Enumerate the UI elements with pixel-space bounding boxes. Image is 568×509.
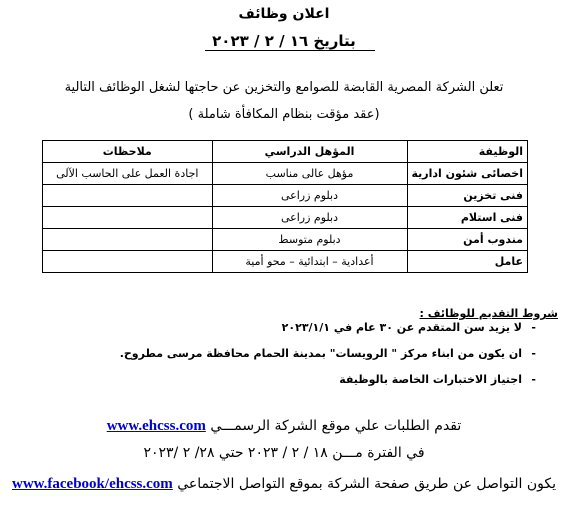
table-header-row <box>43 141 528 163</box>
cell-qualification: دبلوم زراعى <box>212 185 407 207</box>
condition-item: - ان يكون من ابناء مركز " الرويسات" بمدينة الحمام محافظة مرسى مطروح. <box>120 344 536 370</box>
announcement-title: اعلان وظائف <box>238 6 330 22</box>
header-notes: ملاحظات <box>43 141 213 163</box>
cell-job: عامل <box>407 251 528 273</box>
cell-notes <box>43 251 213 273</box>
website-link[interactable]: www.ehcss.com <box>106 418 206 434</box>
header-qualification: المؤهل الدراسي <box>212 141 407 163</box>
contact-text: يكون التواصل عن طريق صفحة الشركة بموقع التواصل الاجتماعي <box>177 476 556 492</box>
cell-job: فنى استلام <box>407 207 528 229</box>
cell-notes <box>43 185 213 207</box>
cell-qualification: دبلوم زراعى <box>212 207 407 229</box>
contract-type: (عقد مؤقت بنظام المكافأة شاملة ) <box>188 107 380 122</box>
cell-notes <box>43 207 213 229</box>
conditions-list <box>120 318 536 396</box>
cell-job: اخصائى شئون ادارية <box>407 163 528 185</box>
apply-line <box>0 418 568 435</box>
table-row <box>43 163 528 185</box>
cell-qualification: مؤهل عالى مناسب <box>212 163 407 185</box>
announcement-date: بتاريخ ١٦ / ٢ / ٢٠٢٣ <box>212 32 356 50</box>
table-row <box>43 185 528 207</box>
header-job: الوظيفة <box>407 141 528 163</box>
cell-job: مندوب أمن <box>407 229 528 251</box>
apply-text: تقدم الطلبات علي موقع الشركة الرسمـــي <box>210 418 462 434</box>
cell-notes: اجادة العمل على الحاسب الآلى <box>43 163 213 185</box>
jobs-table <box>42 140 528 273</box>
condition-item: - اجتياز الاختبارات الخاصة بالوظيفة <box>120 370 536 396</box>
table-row <box>43 207 528 229</box>
cell-qualification: أعدادية – ابتدائية – محو أمية <box>212 251 407 273</box>
table-row <box>43 251 528 273</box>
cell-job: فنى تخزين <box>407 185 528 207</box>
contact-line <box>0 476 568 493</box>
cell-qualification: دبلوم متوسط <box>212 229 407 251</box>
cell-notes <box>43 229 213 251</box>
table-row <box>43 229 528 251</box>
date-underline <box>205 50 375 51</box>
application-period: في الفترة مـــن ١٨ / ٢ / ٢٠٢٣ حتي ٢٨/ ٢ /٢٠٢٣ <box>143 445 425 461</box>
condition-item: - لا يزيد سن المتقدم عن ٣٠ عام في ٢٠٢٣/١/١ <box>120 318 536 344</box>
announcement-intro: تعلن الشركة المصرية القابضة للصوامع والتخزين عن حاجتها لشغل الوظائف التالية <box>64 80 504 95</box>
conditions-heading: شروط التقديم للوظائف : <box>419 307 558 320</box>
facebook-link[interactable]: www.facebook/ehcss.com <box>11 476 173 492</box>
